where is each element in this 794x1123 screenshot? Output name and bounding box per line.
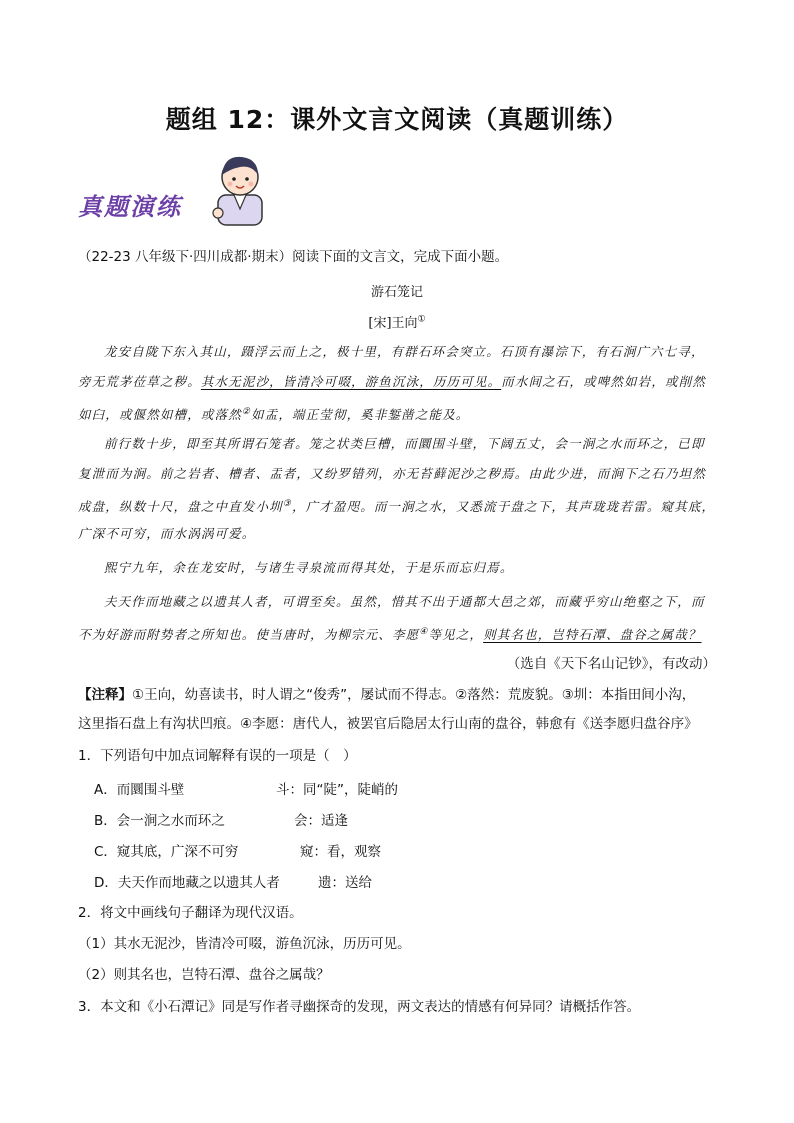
- banner-text: 真题演练: [78, 192, 182, 221]
- passage-p2-line3: 成盘，纵数十尺，盘之中直发小圳③，广才盈咫。而一涧之水，又悉流于盘之下，其声珑珑若雷。窥其底，: [78, 499, 716, 515]
- passage-p4-line2: 不为好游而附势者之所知也。使当唐时，为柳宗元、李愿④等见之，则其名也，岂特石潭、盘谷之属哉？: [78, 627, 702, 643]
- passage-p1-line3: 如臼，或偃然如槽，或落然②如盂，端正莹彻，奚非錾凿之能及。: [78, 407, 470, 423]
- passage-p2-line2: 复泄而为涧。前之岩者、槽者、盂者，又纷罗错列，亦无苔藓泥沙之秽焉。由此少进，而涧下之石乃坦然: [78, 466, 706, 481]
- question-1-option-a: A．而圜围斗壁: [94, 782, 185, 798]
- question-2-stem: 2．将文中画线句子翻译为现代汉语。: [78, 905, 303, 921]
- underlined-sentence-1: 其水无泥沙，皆清冷可啜，游鱼沉泳，历历可见。: [200, 374, 502, 389]
- page-title: 题组 12：课外文言文阅读（真题训练）: [165, 105, 629, 134]
- question-3-stem: 3．本文和《小石潭记》同是写作者寻幽探奇的发现，两文表达的情感有何异同？请概括作答。: [78, 999, 641, 1015]
- underlined-sentence-2: 则其名也，岂特石潭、盘谷之属哉？: [483, 627, 702, 643]
- passage-p3-line1: 熙宁九年，余在龙安时，与诸生寻泉流而得其处，于是乐而忘归焉。: [104, 560, 514, 575]
- source-line: （22-23 八年级下·四川成都·期末）阅读下面的文言文，完成下面小题。: [78, 249, 509, 265]
- section-banner: [78, 147, 278, 227]
- passage-p4-line1: 夫天作而地藏之以遗其人者，可谓至矣。虽然，惜其不出于通都大邑之郊，而藏乎穷山绝壑之下，而: [104, 594, 705, 609]
- question-2-sentence-1: （1）其水无泥沙，皆清冷可啜，游鱼沉泳，历历可见。: [78, 936, 411, 952]
- notes-line1: 【注释】①王向，幼喜读书，时人谓之“俊秀”，屡试而不得志。②落然：荒废貌。③圳：本指田间小沟，: [78, 687, 696, 703]
- question-1-option-c-gloss: 窥：看，观察: [300, 844, 381, 860]
- passage-p2-line4: 广深不可穷，而水涡涡可爱。: [78, 526, 256, 541]
- notes-line2: 这里指石盘上有沟状凹痕。④李愿：唐代人，被罢官后隐居太行山南的盘谷，韩愈有《送李愿归盘谷序》: [78, 716, 698, 732]
- passage-p1-line1: 龙安自陇下东入其山，蹑浮云而上之，极十里，有群石环会突立。石顶有瀑淙下，有石涧广六七寻，: [104, 344, 705, 359]
- question-1-option-b-gloss: 会：适逢: [294, 813, 348, 829]
- question-1-option-d: D．夫天作而地藏之以遗其人者: [94, 875, 280, 891]
- question-1-option-d-gloss: 遗：送给: [318, 875, 372, 891]
- passage-p1-line2: 旁无荒茅莅草之秽。其水无泥沙，皆清冷可啜，游鱼沉泳，历历可见。而水间之石，或啤然如岩，或削然: [78, 374, 706, 389]
- student-illustration-icon: [198, 147, 278, 227]
- question-2-sentence-2: （2）则其名也，岂特石潭、盘谷之属哉？: [78, 967, 330, 983]
- question-1-option-b: B．会一涧之水而环之: [94, 813, 225, 829]
- passage-p2-line1: 前行数十步，即至其所谓石笼者。笼之状类巨槽，而圜围斗壁，下阔五丈，会一涧之水而环之，已即: [104, 436, 705, 451]
- passage-author: [宋]王向①: [368, 314, 426, 331]
- passage-attribution: （选自《天下名山记钞》，有改动）: [506, 656, 716, 672]
- question-1-stem: 1．下列语句中加点词解释有误的一项是（ ）: [78, 748, 357, 764]
- question-1-option-a-gloss: 斗：同“陡”，陡峭的: [276, 782, 398, 798]
- question-1-option-c: C．窥其底，广深不可穷: [94, 844, 239, 860]
- passage-title: 游石笼记: [370, 285, 423, 300]
